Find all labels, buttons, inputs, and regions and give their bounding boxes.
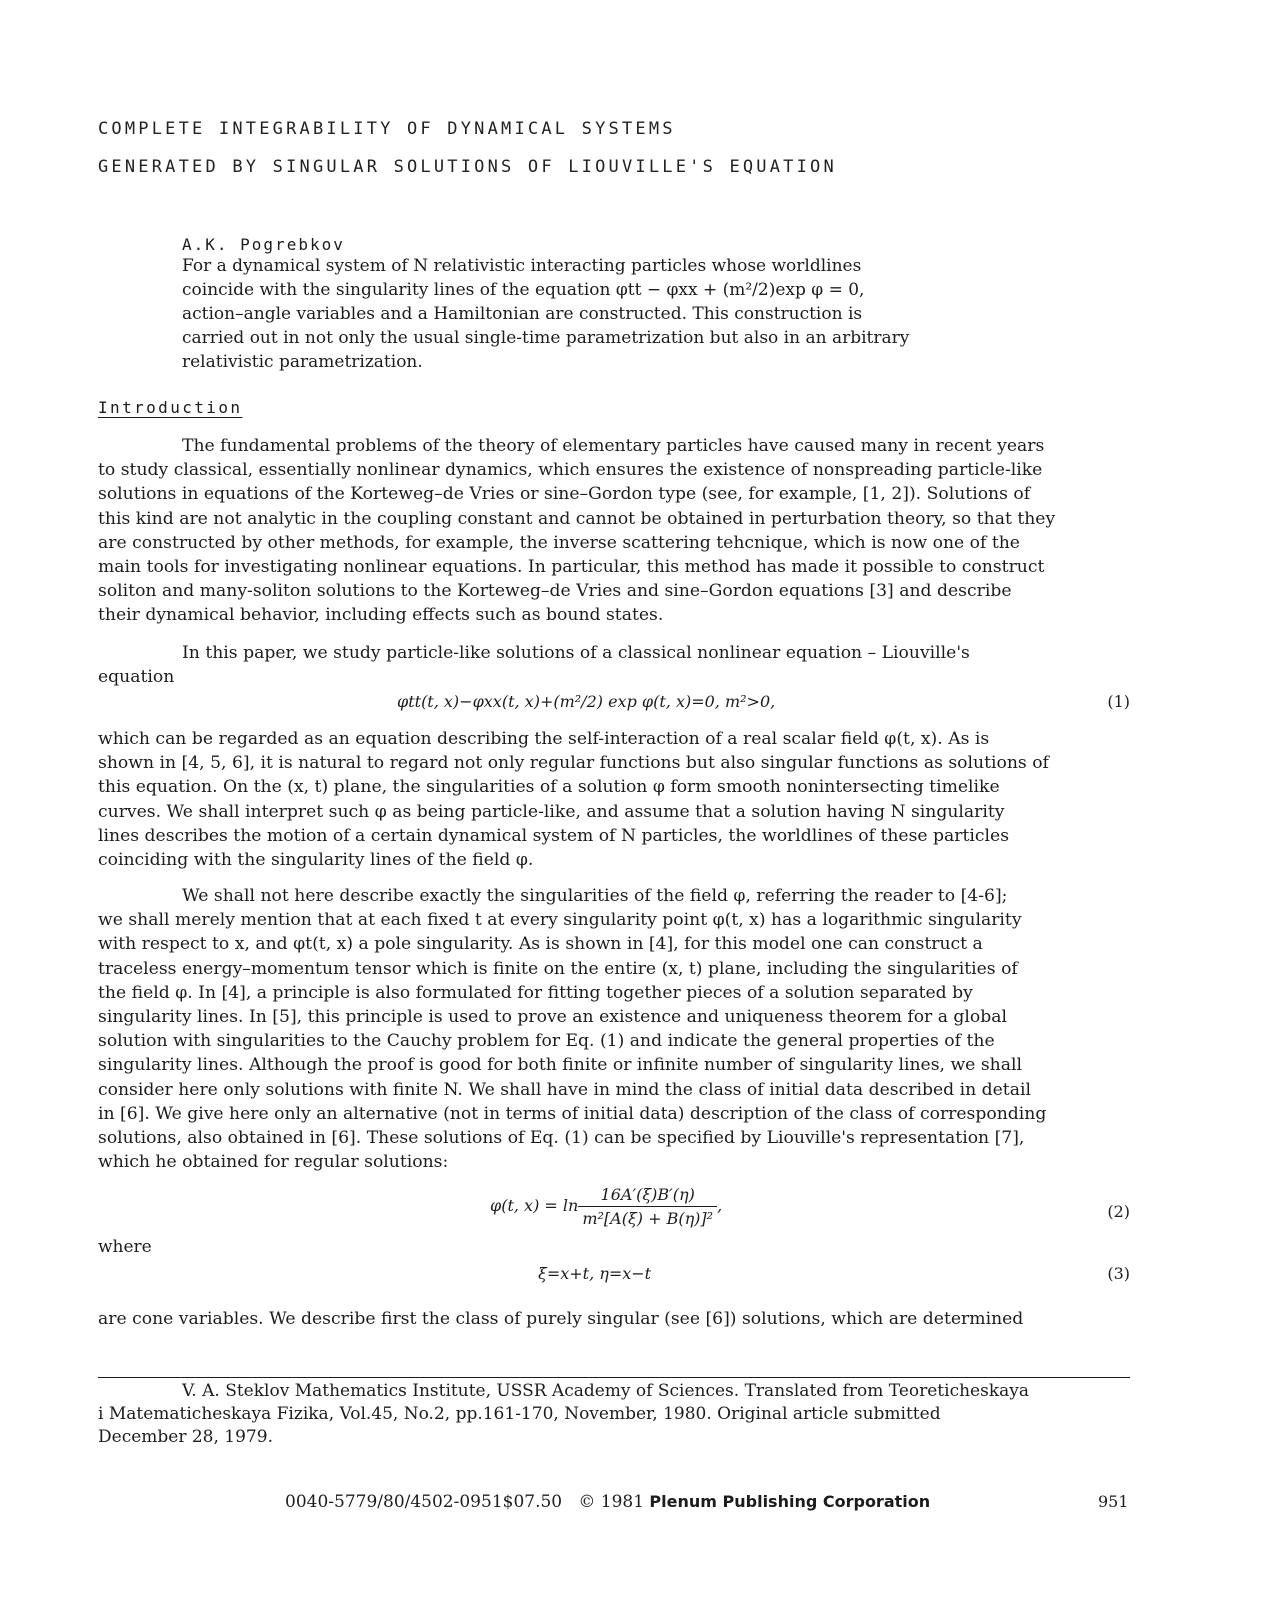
equation-2-denominator: m²[A(ξ) + B(η)]² <box>582 1209 714 1228</box>
text-line: traceless energy–momentum tensor which is finite on the entire (x, t) plane, including the singularities of <box>98 958 1018 979</box>
abstract-line: carried out in not only the usual single-time parametrization but also in an arbitrary <box>182 328 910 348</box>
text-line: singularity lines. Although the proof is good for both finite or infinite number of singularity lines, we shall <box>98 1055 1022 1076</box>
text-line: solutions, also obtained in [6]. These solutions of Eq. (1) can be specified by Liouville's representation [7], <box>98 1128 1025 1149</box>
text-line: are cone variables. We describe first the class of purely singular (see [6]) solutions, which are determined <box>98 1309 1024 1329</box>
article-code: 0040-5779/80/4502-0951$07.50 <box>285 1492 563 1512</box>
text-line: main tools for investigating nonlinear equations. In particular, this method has made it possible to construct <box>98 557 1045 578</box>
text-line: which he obtained for regular solutions: <box>98 1152 449 1173</box>
text-line: In this paper, we study particle-like solutions of a classical nonlinear equation – Liouville's <box>182 643 970 663</box>
footnote-divider <box>98 1377 1130 1378</box>
text-line: this equation. On the (x, t) plane, the singularities of a solution φ form smooth nonintersecting timelike <box>98 777 1000 798</box>
footnote <box>98 1380 1130 1449</box>
abstract <box>182 254 982 374</box>
text-line: solution with singularities to the Cauchy problem for Eq. (1) and indicate the general properties of the <box>98 1031 995 1052</box>
paragraph-2 <box>98 641 1128 689</box>
equation-2-tail: , <box>717 1196 723 1215</box>
abstract-line: For a dynamical system of N relativistic interacting particles whose worldlines <box>182 256 862 276</box>
footnote-line: December 28, 1979. <box>98 1427 273 1447</box>
author: A.K. Pogrebkov <box>182 235 345 254</box>
text-line: singularity lines. In [5], this principle is used to prove an existence and uniqueness theorem for a global <box>98 1007 1008 1028</box>
text-line: shown in [4, 5, 6], it is natural to regard not only regular functions but also singular functions as solutions of <box>98 753 1049 774</box>
copyright: © 1981 <box>578 1492 645 1512</box>
text-line: curves. We shall interpret such φ as being particle-like, and assume that a solution having N singularity <box>98 801 1005 822</box>
text-line: coinciding with the singularity lines of the field φ. <box>98 850 534 871</box>
paragraph-1 <box>98 434 1128 628</box>
text-line: lines describes the motion of a certain dynamical system of N particles, the worldlines of these particles <box>98 825 1010 846</box>
text-line: in [6]. We give here only an alternative (not in terms of initial data) description of the class of corresponding <box>98 1103 1047 1124</box>
text-line: the field φ. In [4], a principle is also formulated for fitting together pieces of a solution separated by <box>98 982 973 1003</box>
abstract-line: action–angle variables and a Hamiltonian are constructed. This construction is <box>182 304 863 324</box>
equation-1-number: (1) <box>1107 692 1130 711</box>
footnote-line: i Matematicheskaya Fizika, Vol.45, No.2, pp.161-170, November, 1980. Original article submitted <box>98 1404 941 1424</box>
paragraph-4 <box>98 884 1128 1174</box>
equation-2-fraction <box>578 1185 717 1228</box>
page-number: 951 <box>1098 1492 1129 1511</box>
section-heading-introduction: Introduction <box>98 398 243 417</box>
text-line: are constructed by other methods, for example, the inverse scattering tehcnique, which is now one of the <box>98 532 1020 553</box>
abstract-line: relativistic parametrization. <box>182 352 423 372</box>
text-line: consider here only solutions with finite N. We shall have in mind the class of initial data described in detail <box>98 1079 1031 1100</box>
title-line-2: GENERATED BY SINGULAR SOLUTIONS OF LIOUVILLE'S EQUATION <box>98 157 837 177</box>
text-line: We shall not here describe exactly the singularities of the field φ, referring the reader to [4-6]; <box>182 886 1008 906</box>
where-label: where <box>98 1237 152 1257</box>
equation-2-number: (2) <box>1107 1202 1130 1221</box>
equation-3-number: (3) <box>1107 1264 1130 1283</box>
text-line: soliton and many-soliton solutions to the Korteweg–de Vries and sine–Gordon equations [3] and describe <box>98 581 1012 602</box>
title-line-1: COMPLETE INTEGRABILITY OF DYNAMICAL SYSTEMS <box>98 119 676 139</box>
text-line: this kind are not analytic in the coupling constant and cannot be obtained in perturbation theory, so that they <box>98 508 1056 529</box>
equation-2 <box>490 1185 722 1228</box>
equation-3: ξ=x+t, η=x−t <box>538 1264 652 1283</box>
text-line: their dynamical behavior, including effects such as bound states. <box>98 605 664 626</box>
paragraph-3 <box>98 727 1128 872</box>
text-line: solutions in equations of the Korteweg–de Vries or sine–Gordon type (see, for example, [1, 2]). Solutions of <box>98 484 1031 505</box>
equation-2-numerator: 16A′(ξ)B′(η) <box>578 1185 717 1207</box>
text-line: we shall merely mention that at each fixed t at every singularity point φ(t, x) has a logarithmic singularity <box>98 910 1022 931</box>
footnote-line: V. A. Steklov Mathematics Institute, USSR Academy of Sciences. Translated from Teoreticheskaya <box>182 1381 1029 1401</box>
publisher: Plenum Publishing Corporation <box>649 1492 931 1511</box>
equation-2-lhs: φ(t, x) = ln <box>490 1196 579 1215</box>
text-line: equation <box>98 667 175 688</box>
text-line: to study classical, essentially nonlinear dynamics, which ensures the existence of nonspreading particle-like <box>98 460 1043 481</box>
equation-1: φtt(t, x)−φxx(t, x)+(m²/2) exp φ(t, x)=0, m²>0, <box>397 692 776 711</box>
text-line: which can be regarded as an equation describing the self-interaction of a real scalar field φ(t, x). As is <box>98 729 990 749</box>
publication-footer <box>285 1492 930 1512</box>
abstract-line: coincide with the singularity lines of the equation φtt − φxx + (m²/2)exp φ = 0, <box>182 280 865 300</box>
paragraph-5 <box>98 1307 1128 1331</box>
text-line: with respect to x, and φt(t, x) a pole singularity. As is shown in [4], for this model one can construct a <box>98 934 983 955</box>
text-line: The fundamental problems of the theory of elementary particles have caused many in recent years <box>182 436 1045 456</box>
